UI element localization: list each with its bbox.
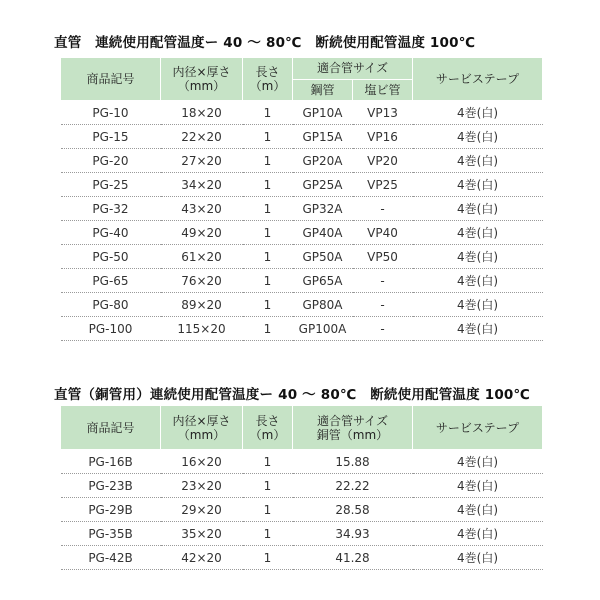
cell-service-tape: 4巻(白) <box>413 269 543 293</box>
cell-pvc: - <box>353 197 413 221</box>
cell-pvc: VP20 <box>353 149 413 173</box>
cell-pvc: - <box>353 317 413 341</box>
cell-size: 61×20 <box>161 245 243 269</box>
header-product-code: 商品記号 <box>61 58 161 101</box>
cell-product-code: PG-80 <box>61 293 161 317</box>
header-fit-pipe: 適合管サイズ <box>293 58 413 80</box>
cell-size: 27×20 <box>161 149 243 173</box>
cell-product-code: PG-35B <box>61 522 161 546</box>
cell-size: 18×20 <box>161 101 243 125</box>
table-row <box>61 522 543 546</box>
cell-length: 1 <box>243 221 293 245</box>
cell-service-tape: 4巻(白) <box>413 101 543 125</box>
cell-product-code: PG-40 <box>61 221 161 245</box>
cell-size: 16×20 <box>161 450 243 474</box>
table-row <box>61 197 543 221</box>
header-product-code: 商品記号 <box>61 406 161 450</box>
cell-length: 1 <box>243 450 293 474</box>
header-length <box>243 406 293 450</box>
cell-size: 34×20 <box>161 173 243 197</box>
cell-length: 1 <box>243 474 293 498</box>
cell-service-tape: 4巻(白) <box>413 474 543 498</box>
cell-service-tape: 4巻(白) <box>413 546 543 570</box>
cell-copper: 28.58 <box>293 498 413 522</box>
header-size-line1: 内径×厚さ <box>172 413 231 428</box>
cell-service-tape: 4巻(白) <box>413 522 543 546</box>
cell-size: 76×20 <box>161 269 243 293</box>
cell-product-code: PG-20 <box>61 149 161 173</box>
cell-size: 29×20 <box>161 498 243 522</box>
header-service-tape: サービステープ <box>413 58 543 101</box>
cell-size: 43×20 <box>161 197 243 221</box>
cell-product-code: PG-100 <box>61 317 161 341</box>
cell-product-code: PG-10 <box>61 101 161 125</box>
cell-service-tape: 4巻(白) <box>413 498 543 522</box>
header-size-line1: 内径×厚さ <box>172 65 231 79</box>
header-steel: 鋼管 <box>293 79 353 101</box>
cell-pvc: VP40 <box>353 221 413 245</box>
cell-length: 1 <box>243 245 293 269</box>
cell-length: 1 <box>243 522 293 546</box>
cell-size: 89×20 <box>161 293 243 317</box>
header-fit-line2: 銅管（mm） <box>316 427 389 442</box>
table-row <box>61 125 543 149</box>
section-title-straight-pipe: 直管 連続使用配管温度ー 40 ～ 80℃ 断続使用配管温度 100℃ <box>54 35 476 51</box>
header-size <box>161 406 243 450</box>
cell-steel: GP100A <box>293 317 353 341</box>
table-row <box>61 450 543 474</box>
cell-service-tape: 4巻(白) <box>413 221 543 245</box>
table-row <box>61 498 543 522</box>
cell-size: 23×20 <box>161 474 243 498</box>
cell-product-code: PG-50 <box>61 245 161 269</box>
table-row <box>61 269 543 293</box>
cell-pvc: VP13 <box>353 101 413 125</box>
cell-copper: 15.88 <box>293 450 413 474</box>
cell-service-tape: 4巻(白) <box>413 173 543 197</box>
cell-product-code: PG-65 <box>61 269 161 293</box>
header-size-line2: （mm） <box>177 427 226 442</box>
cell-service-tape: 4巻(白) <box>413 197 543 221</box>
table-row <box>61 317 543 341</box>
cell-length: 1 <box>243 546 293 570</box>
cell-service-tape: 4巻(白) <box>413 245 543 269</box>
table-row <box>61 173 543 197</box>
cell-size: 35×20 <box>161 522 243 546</box>
cell-steel: GP65A <box>293 269 353 293</box>
header-size <box>161 58 243 101</box>
cell-service-tape: 4巻(白) <box>413 450 543 474</box>
cell-length: 1 <box>243 173 293 197</box>
cell-product-code: PG-23B <box>61 474 161 498</box>
header-service-tape: サービステープ <box>413 406 543 450</box>
table-row <box>61 221 543 245</box>
cell-length: 1 <box>243 149 293 173</box>
table-row <box>61 245 543 269</box>
header-length-line1: 長さ <box>255 413 280 428</box>
cell-product-code: PG-42B <box>61 546 161 570</box>
cell-steel: GP20A <box>293 149 353 173</box>
cell-steel: GP50A <box>293 245 353 269</box>
cell-size: 115×20 <box>161 317 243 341</box>
cell-size: 42×20 <box>161 546 243 570</box>
cell-pvc: VP50 <box>353 245 413 269</box>
cell-length: 1 <box>243 269 293 293</box>
cell-length: 1 <box>243 317 293 341</box>
cell-product-code: PG-29B <box>61 498 161 522</box>
header-length <box>243 58 293 101</box>
cell-steel: GP40A <box>293 221 353 245</box>
header-pvc: 塩ビ管 <box>353 79 413 101</box>
cell-length: 1 <box>243 293 293 317</box>
cell-pvc: VP16 <box>353 125 413 149</box>
cell-steel: GP80A <box>293 293 353 317</box>
cell-pvc: - <box>353 269 413 293</box>
table-row <box>61 293 543 317</box>
cell-size: 22×20 <box>161 125 243 149</box>
cell-steel: GP32A <box>293 197 353 221</box>
cell-product-code: PG-15 <box>61 125 161 149</box>
cell-copper: 41.28 <box>293 546 413 570</box>
cell-service-tape: 4巻(白) <box>413 317 543 341</box>
table-row <box>61 546 543 570</box>
cell-length: 1 <box>243 101 293 125</box>
cell-product-code: PG-32 <box>61 197 161 221</box>
cell-steel: GP25A <box>293 173 353 197</box>
cell-service-tape: 4巻(白) <box>413 149 543 173</box>
cell-product-code: PG-16B <box>61 450 161 474</box>
cell-length: 1 <box>243 197 293 221</box>
cell-copper: 22.22 <box>293 474 413 498</box>
table-row <box>61 101 543 125</box>
cell-copper: 34.93 <box>293 522 413 546</box>
cell-service-tape: 4巻(白) <box>413 293 543 317</box>
cell-length: 1 <box>243 125 293 149</box>
cell-size: 49×20 <box>161 221 243 245</box>
copper-pipe-spec-table <box>60 405 543 570</box>
cell-steel: GP15A <box>293 125 353 149</box>
cell-pvc: - <box>353 293 413 317</box>
cell-steel: GP10A <box>293 101 353 125</box>
header-length-line2: （m） <box>249 79 286 93</box>
section-title-copper-pipe: 直管（銅管用）連続使用配管温度ー 40 ～ 80℃ 断続使用配管温度 100℃ <box>54 387 531 403</box>
header-length-line2: （m） <box>249 427 286 442</box>
table-row <box>61 149 543 173</box>
header-fit-pipe <box>293 406 413 450</box>
table-row <box>61 474 543 498</box>
cell-length: 1 <box>243 498 293 522</box>
cell-service-tape: 4巻(白) <box>413 125 543 149</box>
header-fit-line1: 適合管サイズ <box>316 413 389 428</box>
header-length-line1: 長さ <box>255 65 280 79</box>
header-size-line2: （mm） <box>177 79 226 93</box>
cell-pvc: VP25 <box>353 173 413 197</box>
straight-pipe-spec-table <box>60 57 543 341</box>
cell-product-code: PG-25 <box>61 173 161 197</box>
